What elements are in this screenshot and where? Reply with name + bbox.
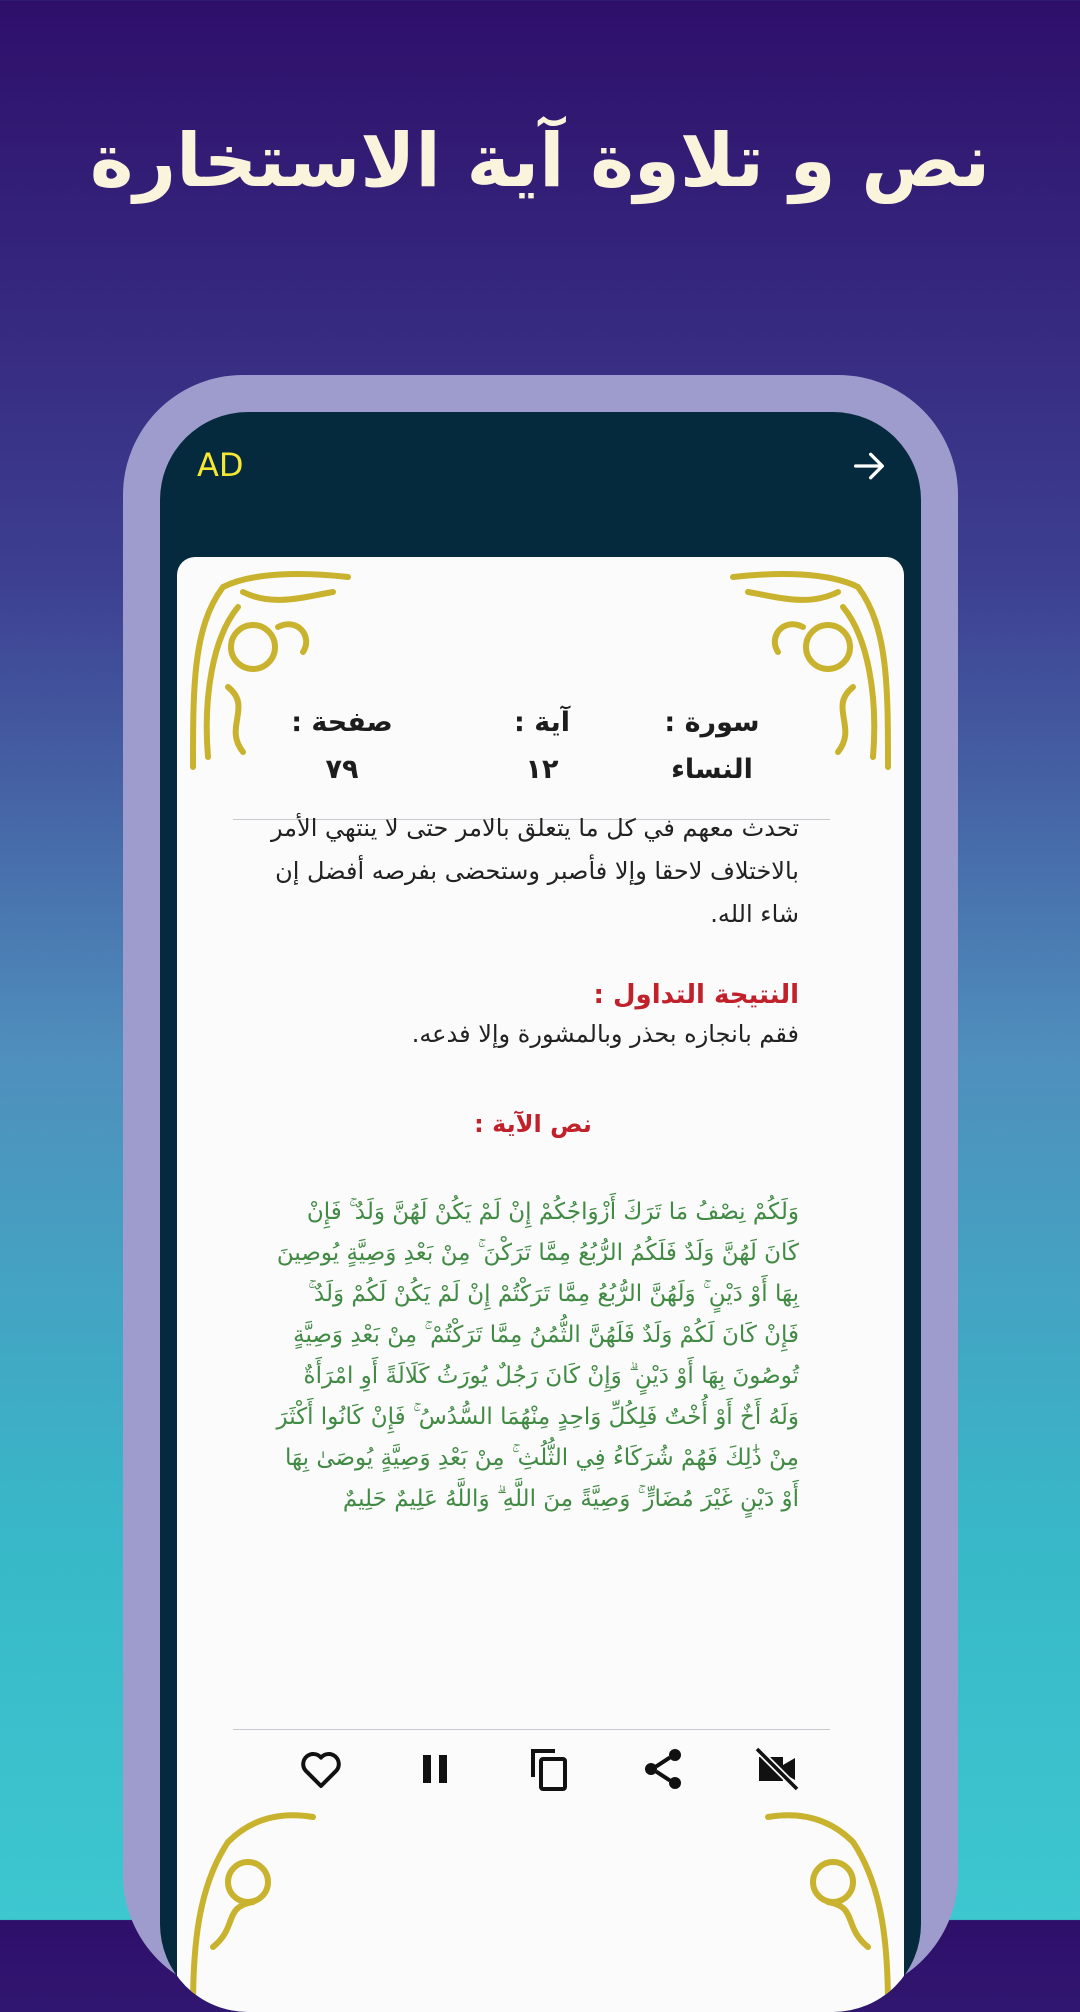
ayah-info [467,707,617,785]
interpretation-text: تحدث معهم في كل ما يتعلق بالامر حتى لا ينتهي الأمر بالاختلاف لاحقا وإلا فأصبر وستحضى بفرصه أفضل إن شاء الله. [270,814,799,928]
ornament-corner-bottom-right [728,1797,898,2007]
action-toolbar [297,1745,827,1805]
phone-screen [160,412,921,2012]
heart-icon[interactable] [297,1745,345,1793]
divider [233,1729,830,1730]
arrow-right-icon[interactable] [849,446,889,486]
ornament-corner-bottom-left [183,1797,353,2007]
interpretation-content[interactable] [267,814,799,1520]
ayah-label: آية : [514,707,570,738]
surah-label: سورة : [664,707,760,738]
ad-button[interactable]: AD [197,446,244,484]
verse-info [267,707,787,797]
ayah-text: وَلَكُمْ نِصْفُ مَا تَرَكَ أَزْوَاجُكُمْ إِنْ لَمْ يَكُنْ لَهُنَّ وَلَدٌ ۚ فَإِنْ كَانَ لَهُنَّ وَلَدٌ فَلَكُمُ الرُّبُعُ مِمَّا تَرَكْنَ ۚ مِنْ بَعْدِ وَصِيَّةٍ يُوصِينَ بِهَا أَوْ دَيْنٍ ۚ وَلَهُنَّ الرُّبُعُ مِمَّا تَرَكْتُمْ إِنْ لَمْ يَكُنْ لَكُمْ وَلَدٌ ۚ فَإِنْ كَانَ لَكُمْ وَلَدٌ فَلَهُنَّ الثُّمُنُ مِمَّا تَرَكْتُمْ ۚ مِنْ بَعْدِ وَصِيَّةٍ تُوصُونَ بِهَا أَوْ دَيْنٍ ۗ وَإِنْ كَانَ رَجُلٌ يُورَثُ كَلَالَةً أَوِ امْرَأَةٌ وَلَهُ أَخٌ أَوْ أُخْتٌ فَلِكُلِّ وَاحِدٍ مِنْهُمَا السُّدُسُ ۚ فَإِنْ كَانُوا أَكْثَرَ مِنْ ذَٰلِكَ فَهُمْ شُرَكَاءُ فِي الثُّلُثِ ۚ مِنْ بَعْدِ وَصِيَّةٍ يُوصَىٰ بِهَا أَوْ دَيْنٍ غَيْرَ مُضَارٍّ ۚ وَصِيَّةً مِنَ اللَّهِ ۗ وَاللَّهُ عَلِيمٌ حَلِيمٌ [276,1199,799,1512]
page-label: صفحة : [291,707,393,738]
verse-page [177,557,904,2012]
video-off-icon[interactable] [753,1745,801,1793]
pause-icon[interactable] [411,1745,459,1793]
page-value: ٧٩ [325,754,359,785]
share-icon[interactable] [639,1745,687,1793]
promo-title: نص و تلاوة آية الاستخارة [89,118,991,204]
surah-info [637,707,787,785]
ayah-value: ١٢ [525,754,559,785]
page-info [267,707,417,785]
result-text: فقم بانجازه بحذر وبالمشورة وإلا فدعه. [411,1020,799,1048]
copy-icon[interactable] [525,1745,573,1793]
surah-value: النساء [671,754,753,785]
result-heading: النتيجة التداول : [593,980,799,1010]
ayah-heading: نص الآية : [474,1110,592,1138]
